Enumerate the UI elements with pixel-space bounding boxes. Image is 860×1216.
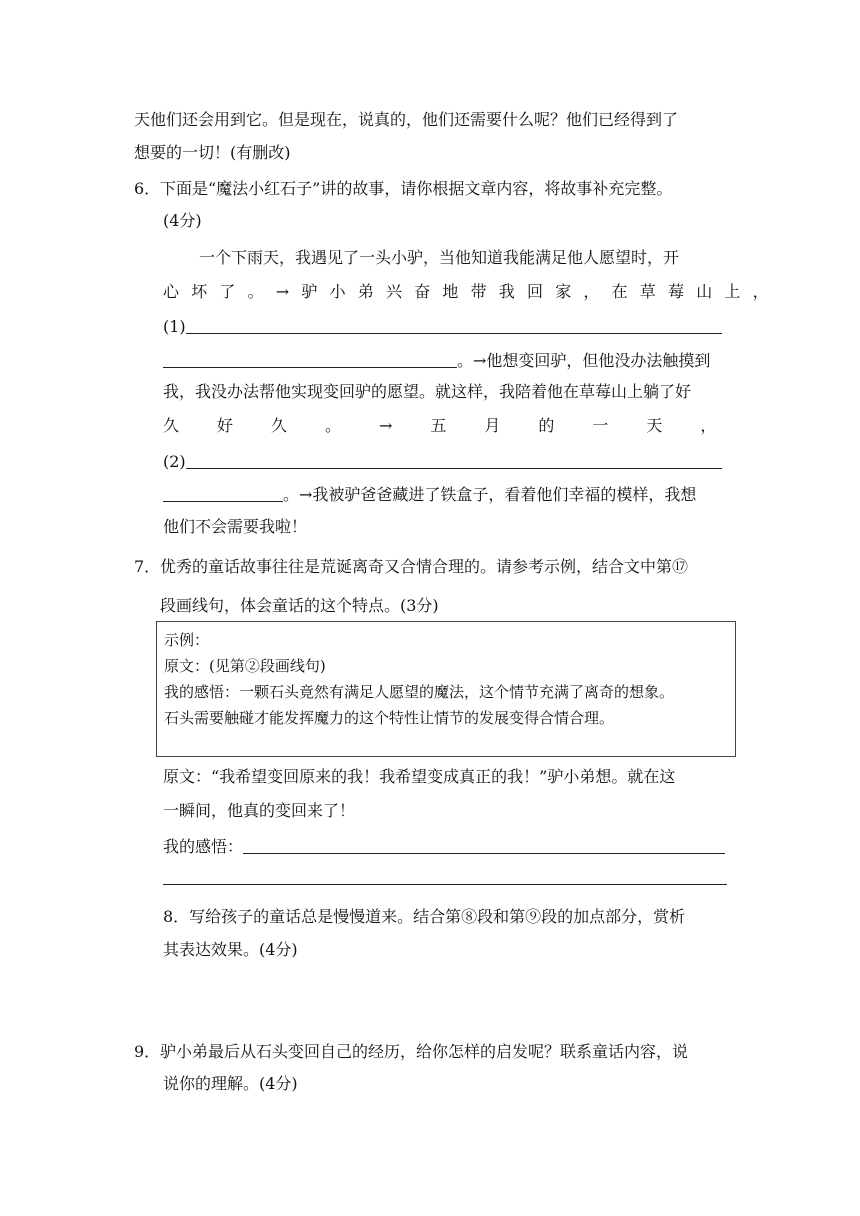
question-9-text: 说你的理解。(4分) bbox=[163, 1074, 298, 1093]
story-text: 。→他想变回驴，但他没办法触摸到 bbox=[457, 351, 711, 370]
answer-blank-1[interactable] bbox=[186, 315, 722, 334]
question-number: 6． bbox=[134, 179, 161, 198]
question-6-prompt bbox=[134, 177, 672, 201]
feeling-answer-row bbox=[163, 833, 725, 859]
answer-blank-2-cont[interactable] bbox=[163, 483, 283, 502]
story-text: 。→我被驴爸爸藏进了铁盒子，看着他们幸福的模样，我想 bbox=[283, 485, 697, 504]
question-text: 段画线句，体会童话的这个特点。(3分) bbox=[160, 596, 439, 615]
story-line: 一个下雨天，我遇见了一头小驴，当他知道我能满足他人愿望时，开 bbox=[199, 248, 680, 267]
passage-line: 天他们还会用到它。但是现在，说真的，他们还需要什么呢？他们已经得到了 bbox=[134, 110, 679, 129]
story-line: 久好久。→五月的一天， bbox=[163, 416, 755, 435]
answer-blank-2-row bbox=[163, 448, 722, 474]
example-title: 示例： bbox=[164, 631, 210, 649]
question-number: 9． bbox=[134, 1042, 161, 1061]
question-text: 下面是“魔法小红石子”讲的故事，请你根据文章内容，将故事补充完整。 bbox=[160, 179, 673, 198]
feeling-label: 我的感悟： bbox=[163, 837, 244, 856]
example-original: 原文：(见第②段画线句) bbox=[164, 657, 326, 675]
question-score: (4分) bbox=[163, 211, 202, 230]
story-line: 他们不会需要我啦！ bbox=[163, 517, 308, 536]
story-line: 我，我没办法帮他实现变回驴的愿望。就这样，我陪着他在草莓山上躺了好 bbox=[163, 382, 692, 401]
answer-blank-1-cont[interactable] bbox=[163, 349, 457, 368]
story-line: 心坏了。→驴小弟兴奋地带我回家，在草莓山上， bbox=[163, 282, 781, 301]
blank-label: (2) bbox=[163, 452, 186, 471]
feeling-answer-blank[interactable] bbox=[243, 835, 725, 854]
original-text: 原文：“我希望变回原来的我！我希望变成真正的我！”驴小弟想。就在这 bbox=[163, 767, 676, 786]
question-9-prompt bbox=[134, 1040, 688, 1064]
example-box bbox=[156, 621, 736, 757]
question-8-text: 8．写给孩子的童话总是慢慢道来。结合第⑧段和第⑨段的加点部分，赏析 bbox=[163, 907, 686, 926]
answer-blank-1-row bbox=[163, 313, 722, 339]
answer-blank-1-cont-row bbox=[163, 347, 710, 373]
question-8-text: 其表达效果。(4分) bbox=[163, 940, 298, 959]
blank-label: (1) bbox=[163, 317, 186, 336]
question-text: 优秀的童话故事往往是荒诞离奇又合情合理的。请参考示例，结合文中第⑰ bbox=[160, 557, 689, 576]
answer-blank-2-cont-row bbox=[163, 481, 696, 507]
example-feeling: 石头需要触碰才能发挥魔力的这个特性让情节的发展变得合情合理。 bbox=[164, 709, 615, 727]
question-text: 驴小弟最后从石头变回自己的经历，给你怎样的启发呢？联系童话内容，说 bbox=[160, 1042, 689, 1061]
question-number: 7． bbox=[134, 557, 161, 576]
passage-line: 想要的一切！(有删改) bbox=[134, 143, 291, 162]
example-feeling: 我的感悟：一颗石头竟然有满足人愿望的魔法，这个情节充满了离奇的想象。 bbox=[164, 683, 675, 701]
feeling-answer-line[interactable] bbox=[163, 884, 727, 885]
original-text: 一瞬间，他真的变回来了！ bbox=[163, 801, 356, 820]
question-7-prompt bbox=[134, 555, 688, 579]
answer-blank-2[interactable] bbox=[186, 450, 722, 469]
